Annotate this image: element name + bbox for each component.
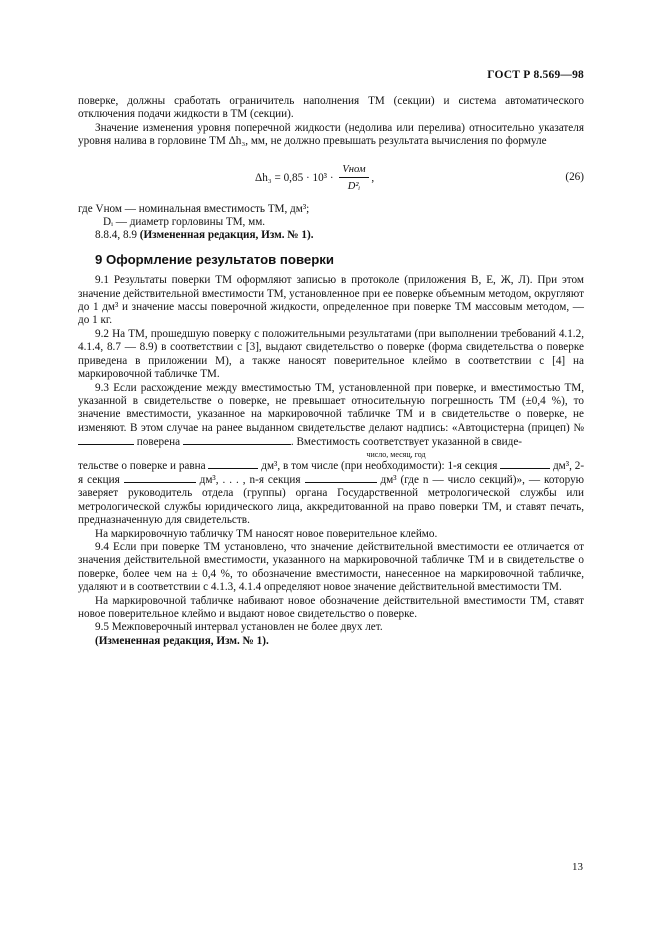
paragraph-9-3-part-g: 2-я секция [78, 459, 585, 486]
formula-lhs: Δh₃ = 0,85 · 10³ · [255, 171, 334, 184]
formula-numerator: Vном [339, 163, 368, 178]
formula-fraction [339, 163, 368, 194]
legend-line-1: где Vном — номинальная вместимость ТМ, дм³; [78, 202, 310, 215]
paragraph-9-3-part-b: поверена [136, 436, 181, 449]
paragraph-9-3 [78, 382, 584, 450]
paragraph-9-1: 9.1 Результаты поверки ТМ оформляют записью в протоколе (приложения В, Е, Ж, Л). При этом значение действительной вместимости ТМ, установленное при ее поверке объемным методом, округляют до 1 дм³ и значение массы поверочной жидкости, определенное при поверке ТМ массовым методом, — до 1 кг. [78, 274, 584, 327]
formula-26 [78, 155, 584, 199]
paragraph-9-3-part-d: тельстве о поверке и равна [78, 459, 206, 472]
formula-tail: , [371, 171, 375, 184]
paragraph-9-4-continued: На маркировочной табличке набивают новое обозначение действительной вместимости ТМ, ставят новое поверительное клеймо и выдают новое свидетельство о поверке. [78, 594, 584, 620]
blank-total-capacity [208, 459, 258, 469]
date-caption: число, месяц, год [366, 449, 426, 459]
page-number: 13 [572, 861, 583, 873]
paragraph-9-3-part-e: дм³, в том числе (при необходимости): 1-я секция [261, 459, 498, 472]
paragraph-9-3-part-i: дм³ (где n — число секций)», — которую заверяет руководитель отдела (группы) органа Государственной метрологической службы или метрологической службы юридического лица, аккредитованной на право поверки ТМ, и ставят печать, предназначенную для свидетельств. [78, 473, 585, 527]
formula-legend [78, 203, 584, 243]
intro-paragraph-2: Значение изменения уровня поперечной жидкости (недолива или перелива) относительно указателя уровня налива в горловине ТМ Δh₃, мм, не должно превышать результата вычисления по формуле [78, 121, 584, 148]
paragraph-9-3-part-f: дм³, [552, 459, 572, 472]
formula-number: (26) [565, 170, 584, 183]
paragraph-9-3-part-h: дм³, . . . , n-я секция [199, 473, 301, 486]
paragraph-9-3-stamp: На маркировочную табличку ТМ наносят новое поверительное клеймо. [95, 527, 438, 540]
blank-date [183, 435, 291, 445]
doc-code-header: ГОСТ Р 8.569—98 [487, 69, 584, 81]
formula-denominator: D²ᵢ [347, 181, 361, 193]
legend-line-2: Dᵢ — диаметр горловины ТМ, мм. [103, 216, 266, 229]
paragraph-9-3-part-a: 9.3 Если расхождение между вместимостью ТМ, установленной при поверке, и вместимостью ТМ, указанной в свидетельстве о поверке, не превышает относительную погрешность ТМ (±0,4 %), то значение вместимости, указанное на маркировочной табличке ТМ и в свидетельстве о поверке, не изменяют. В этом случае на ранее выданном свидетельстве делают надпись: «Автоцистерна (прицеп) № [78, 381, 584, 434]
amendment-clauses: 8.8.4, 8.9 [95, 229, 137, 242]
page-body [78, 95, 584, 648]
paragraph-9-2: 9.2 На ТМ, прошедшую поверку с положительными результатами (при выполнении требований 4.1.2, 4.1.4, 8.7 — 8.9) в соответствии с [3], выдают свидетельство о поверке (форма свидетельства о поверке приведена в приложении М), а также наносят поверительное клеймо в соответствии с [4] на маркировочной табличке ТМ. [78, 327, 584, 381]
section-title: 9 Оформление результатов поверки [95, 251, 334, 267]
blank-section-n [305, 473, 377, 483]
legend-amendment [78, 229, 584, 242]
blank-vehicle-number [78, 435, 134, 445]
formula-expression [255, 163, 374, 194]
amendment-note: (Измененная редакция, Изм. № 1). [139, 229, 314, 242]
paragraph-9-3-continued [78, 459, 584, 528]
final-amendment-note: (Измененная редакция, Изм. № 1). [95, 634, 269, 647]
paragraph-9-3-part-c: . Вместимость соответствует указанной в свиде- [290, 436, 523, 449]
paragraph-9-4: 9.4 Если при поверке ТМ установлено, что значение действительной вместимости ее отличается от значения действительной вместимости, указанного на маркировочной табличке ТМ и в свидетельстве о поверке, более чем на ± 0,4 %, то обозначение вместимости, нанесенное на маркировочной табличке, удаляют и в соответствии с 4.1.3, 4.1.4 определяют новое значение действительной вместимости ТМ. [78, 540, 584, 594]
intro-paragraph-1: поверке, должны сработать ограничитель наполнения ТМ (секции) и система автоматического отключения подачи жидкости в ТМ (секции). [78, 95, 584, 121]
blank-section-1 [500, 459, 550, 469]
blank-section-2 [124, 473, 196, 483]
paragraph-9-5: 9.5 Межповерочный интервал установлен не более двух лет. [95, 621, 383, 634]
